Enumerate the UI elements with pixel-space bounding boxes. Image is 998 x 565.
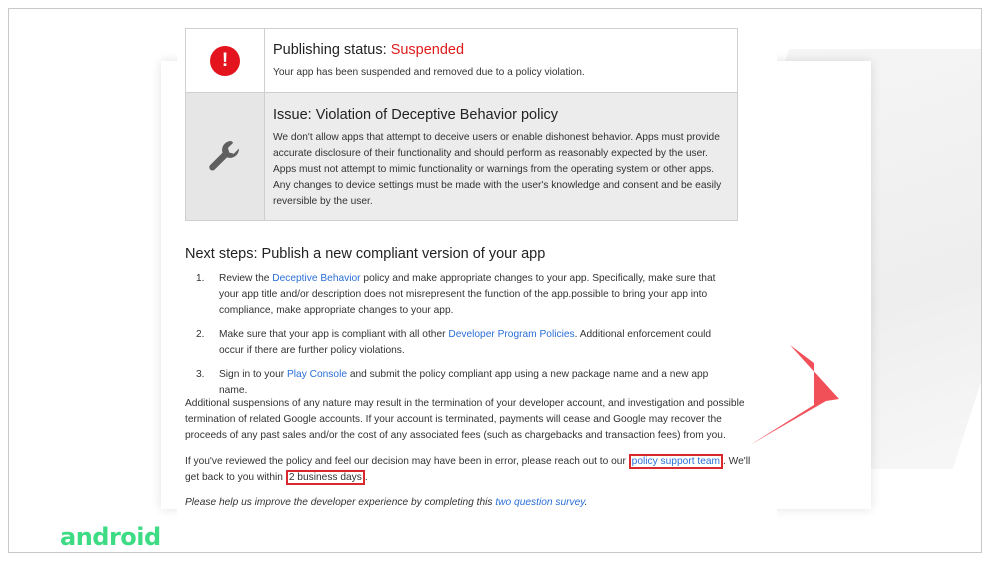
step-text-before: Make sure that your app is compliant with all other (219, 329, 449, 340)
appeal-text (185, 454, 760, 486)
step-item (185, 367, 735, 399)
issue-text: We don't allow apps that attempt to deceive users or enable dishonest behavior. Apps must provide accurate disclosure of their functionality and should perform as reasonably expected by the user. Apps must not attempt to mimic functionality or warnings from the operating system or other apps. Any changes to device settings must be made with the user's knowledge and consent and be easily reversible by the user. (273, 132, 722, 207)
deceptive-behavior-link[interactable]: Deceptive Behavior (272, 273, 361, 284)
status-text: Your app has been suspended and removed due to a policy violation. (273, 67, 585, 78)
policy-email (177, 9, 777, 521)
status-icon-cell (186, 29, 265, 92)
survey-before: Please help us improve the developer experience by completing this (185, 497, 496, 508)
step-number: 3. (196, 369, 205, 380)
next-steps-title: Next steps: Publish a new compliant version of your app (185, 246, 546, 262)
additional-suspensions-text: Additional suspensions of any nature may result in the termination of your developer account, and investigation and possible termination of related Google accounts. If your account is terminated, payments will cease and Google may recover the proceeds of any past sales and/or the cost of any associated fees (such as chargebacks and transaction fees) from you. (185, 398, 745, 441)
step-text-before: Sign in to your (219, 369, 287, 380)
step-item (185, 271, 735, 319)
play-console-link[interactable]: Play Console (286, 369, 347, 380)
policy-support-team-link[interactable]: policy support team (629, 454, 723, 469)
issue-row (186, 93, 737, 220)
red-pointer-arrow (744, 341, 854, 451)
status-table (185, 28, 738, 221)
android-logo: android (60, 523, 161, 551)
step-number: 1. (196, 273, 205, 284)
step-text-after: . Additional enforcement could occur if there are further policy violations. (219, 329, 712, 356)
issue-icon-cell (186, 93, 265, 220)
status-value: Suspended (390, 42, 465, 58)
business-days-highlight: 2 business days (286, 470, 365, 485)
step-number: 2. (196, 329, 205, 340)
status-title (273, 42, 725, 58)
appeal-after: . (364, 472, 368, 483)
developer-program-policies-link[interactable]: Developer Program Policies (448, 329, 575, 340)
issue-title: Issue: Violation of Deceptive Behavior policy (273, 107, 559, 123)
slide-frame (8, 8, 982, 553)
exclamation-circle-icon: ! (210, 46, 240, 76)
survey-after: . (584, 497, 588, 508)
status-row (186, 29, 737, 93)
step-item (185, 327, 735, 359)
step-text-after: policy and make appropriate changes to your app. Specifically, make sure that your app title and/or description does not misrepresent the function of the app.possible to bring your app into compliance, make appropriate changes to your app. (219, 273, 716, 316)
appeal-middle: . We'll get back to you within (185, 456, 751, 483)
step-text-before: Review the (219, 273, 273, 284)
next-steps-list (185, 271, 735, 407)
two-question-survey-link[interactable]: two question survey (495, 497, 585, 508)
status-title-prefix: Publishing status: (273, 42, 391, 58)
appeal-before: If you've reviewed the policy and feel our decision may have been in error, please reach out to our (185, 456, 629, 467)
status-content (265, 29, 737, 92)
step-text-after: and submit the policy compliant app using a new package name and a new app name. (219, 369, 709, 396)
survey-text (185, 495, 760, 511)
wrench-icon (205, 137, 245, 177)
issue-content (265, 93, 737, 220)
